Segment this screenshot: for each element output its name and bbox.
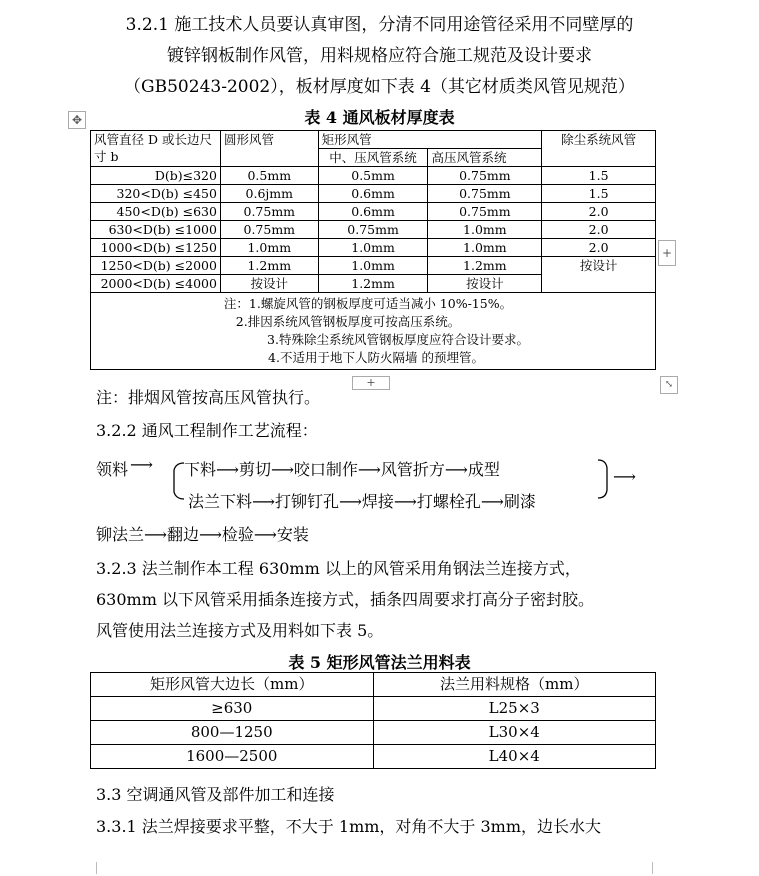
flow-step: 刷漆 bbox=[503, 492, 536, 511]
cell-size: 1250<D(b) ≤2000 bbox=[91, 257, 221, 275]
table5-title: 表 5 矩形风管法兰用料表 bbox=[288, 653, 471, 672]
cell-round: 0.6jmm bbox=[220, 185, 318, 203]
cell-dust: 2.0 bbox=[542, 203, 656, 221]
header-rect: 矩形风管 bbox=[318, 131, 542, 149]
header-dust: 除尘系统风管 bbox=[542, 131, 656, 167]
flow-step: 法兰下料 bbox=[188, 492, 253, 511]
cell-round: 0.5mm bbox=[220, 167, 318, 185]
flow-arrow-out: ⟶ bbox=[613, 467, 636, 486]
cell-size: 320<D(b) ≤450 bbox=[91, 185, 221, 203]
table-row bbox=[91, 239, 656, 257]
table-row bbox=[91, 257, 656, 275]
flow-step: 打螺栓孔 bbox=[416, 492, 481, 511]
flow-row-3: 铆法兰⟶翻边⟶检验⟶安装 bbox=[96, 525, 309, 544]
flow-step: 翻边 bbox=[166, 525, 199, 544]
cell-dust: 2.0 bbox=[542, 239, 656, 257]
cell-round: 0.75mm bbox=[220, 203, 318, 221]
cell-edge: ≥630 bbox=[91, 697, 374, 721]
add-row-icon[interactable]: + bbox=[352, 376, 390, 390]
table-row bbox=[91, 221, 656, 239]
cell-spec: L25×3 bbox=[373, 697, 655, 721]
section-3-2-3-line-1: 3.2.3 法兰制作本工程 630mm 以上的风管采用角钢法兰连接方式， bbox=[96, 559, 581, 578]
flow-row-1: 下料⟶剪切⟶咬口制作⟶风管折方⟶成型 bbox=[184, 460, 500, 479]
cell-size: 2000<D(b) ≤4000 bbox=[91, 275, 221, 293]
cell-size: 450<D(b) ≤630 bbox=[91, 203, 221, 221]
cell-size: 630<D(b) ≤1000 bbox=[91, 221, 221, 239]
section-3-2-3-line-3: 风管使用法兰连接方式及用料如下表 5。 bbox=[96, 621, 384, 640]
header-rect-mid: 中、压风管系统 bbox=[318, 149, 428, 167]
flow-step: 打铆钉孔 bbox=[274, 492, 339, 511]
table5 bbox=[90, 672, 656, 769]
cell-mid: 0.5mm bbox=[318, 167, 428, 185]
cell-dust: 按设计 bbox=[542, 257, 656, 293]
flow-step: 成型 bbox=[467, 460, 500, 479]
intro-line-1: 3.2.1 施工技术人员要认真审图，分清不同用途管径采用不同壁厚的 bbox=[125, 15, 634, 35]
section-3-3-1: 3.3.1 法兰焊接要求平整，不大于 1mm，对角不大于 3mm，边长水大 bbox=[96, 817, 602, 836]
flow-step: 检验 bbox=[221, 525, 254, 544]
page-corner-mark bbox=[84, 862, 97, 874]
cell-high: 按设计 bbox=[428, 275, 542, 293]
flow-step: 咬口制作 bbox=[293, 460, 358, 479]
cell-high: 1.0mm bbox=[428, 221, 542, 239]
note-2: 2.排因系统风管钢板厚度可按高压系统。 bbox=[235, 314, 461, 329]
cell-spec: L40×4 bbox=[373, 745, 655, 769]
cell-high: 0.75mm bbox=[428, 203, 542, 221]
table4-title: 表 4 通风板材厚度表 bbox=[304, 108, 455, 127]
table4 bbox=[90, 130, 656, 370]
cell-dust: 1.5 bbox=[542, 185, 656, 203]
cell-spec: L30×4 bbox=[373, 721, 655, 745]
smoke-note: 注：排烟风管按高压风管执行。 bbox=[96, 388, 321, 407]
flow-step: 剪切 bbox=[238, 460, 271, 479]
cell-mid: 0.6mm bbox=[318, 203, 428, 221]
resize-table-icon[interactable]: ⤡ bbox=[660, 376, 678, 394]
note-3: 3.特殊除尘系统风管钢板厚度应符合设计要求。 bbox=[267, 332, 529, 347]
cell-size: 1000<D(b) ≤1250 bbox=[91, 239, 221, 257]
table-row bbox=[91, 203, 656, 221]
add-column-icon[interactable]: + bbox=[658, 240, 676, 266]
flow-start: 领料 bbox=[96, 460, 129, 479]
cell-high: 1.2mm bbox=[428, 257, 542, 275]
section-3-3: 3.3 空调通风管及部件加工和连接 bbox=[96, 785, 335, 804]
intro-line-3: （GB50243-2002），板材厚度如下表 4（其它材质类风管见规范） bbox=[124, 77, 635, 97]
table5-header: 法兰用料规格（mm） bbox=[373, 673, 655, 697]
cell-round: 按设计 bbox=[220, 275, 318, 293]
table-row bbox=[91, 745, 656, 769]
section-3-2-2: 3.2.2 通风工程制作工艺流程： bbox=[96, 421, 318, 440]
cell-round: 1.0mm bbox=[220, 239, 318, 257]
intro-line-2: 镀锌钢板制作风管，用料规格应符合施工规范及设计要求 bbox=[167, 46, 592, 66]
table-row bbox=[91, 167, 656, 185]
flow-step: 焊接 bbox=[361, 492, 394, 511]
cell-round: 0.75mm bbox=[220, 221, 318, 239]
cell-dust: 1.5 bbox=[542, 167, 656, 185]
header-rect-high: 高压风管系统 bbox=[428, 149, 542, 167]
table-row bbox=[91, 697, 656, 721]
flow-step: 下料 bbox=[184, 460, 217, 479]
cell-edge: 1600—2500 bbox=[91, 745, 374, 769]
cell-mid: 0.6mm bbox=[318, 185, 428, 203]
section-3-2-3-line-2: 630mm 以下风管采用插条连接方式，插条四周要求打高分子密封胶。 bbox=[96, 590, 594, 609]
flow-bracket-left bbox=[162, 458, 186, 502]
table-row bbox=[91, 721, 656, 745]
cell-mid: 1.0mm bbox=[318, 257, 428, 275]
cell-mid: 0.75mm bbox=[318, 221, 428, 239]
note-4: 4.不适用于地下人防火隔墙 的预埋管。 bbox=[268, 350, 484, 365]
cell-size: D(b)≤320 bbox=[91, 167, 221, 185]
cell-mid: 1.0mm bbox=[318, 239, 428, 257]
cell-high: 0.75mm bbox=[428, 185, 542, 203]
flow-step: 铆法兰 bbox=[96, 525, 145, 544]
header-diameter: 风管直径 D 或长边尺寸 b bbox=[91, 131, 221, 167]
cell-high: 1.0mm bbox=[428, 239, 542, 257]
cell-edge: 800—1250 bbox=[91, 721, 374, 745]
table-move-handle-icon[interactable]: ✥ bbox=[68, 111, 86, 129]
header-round: 圆形风管 bbox=[220, 131, 318, 167]
flow-step: 安装 bbox=[276, 525, 309, 544]
flow-row-2: 法兰下料⟶打铆钉孔⟶焊接⟶打螺栓孔⟶刷漆 bbox=[188, 492, 536, 511]
flow-step: 风管折方 bbox=[380, 460, 445, 479]
cell-high: 0.75mm bbox=[428, 167, 542, 185]
table5-header: 矩形风管大边长（mm） bbox=[91, 673, 374, 697]
table-row bbox=[91, 185, 656, 203]
cell-mid: 1.2mm bbox=[318, 275, 428, 293]
cell-round: 1.2mm bbox=[220, 257, 318, 275]
cell-dust: 2.0 bbox=[542, 221, 656, 239]
table4-notes bbox=[91, 293, 656, 370]
page-corner-mark bbox=[652, 862, 665, 874]
note-1: 注：1.螺旋风管的钢板厚度可适当减小 10%-15%。 bbox=[223, 296, 513, 311]
